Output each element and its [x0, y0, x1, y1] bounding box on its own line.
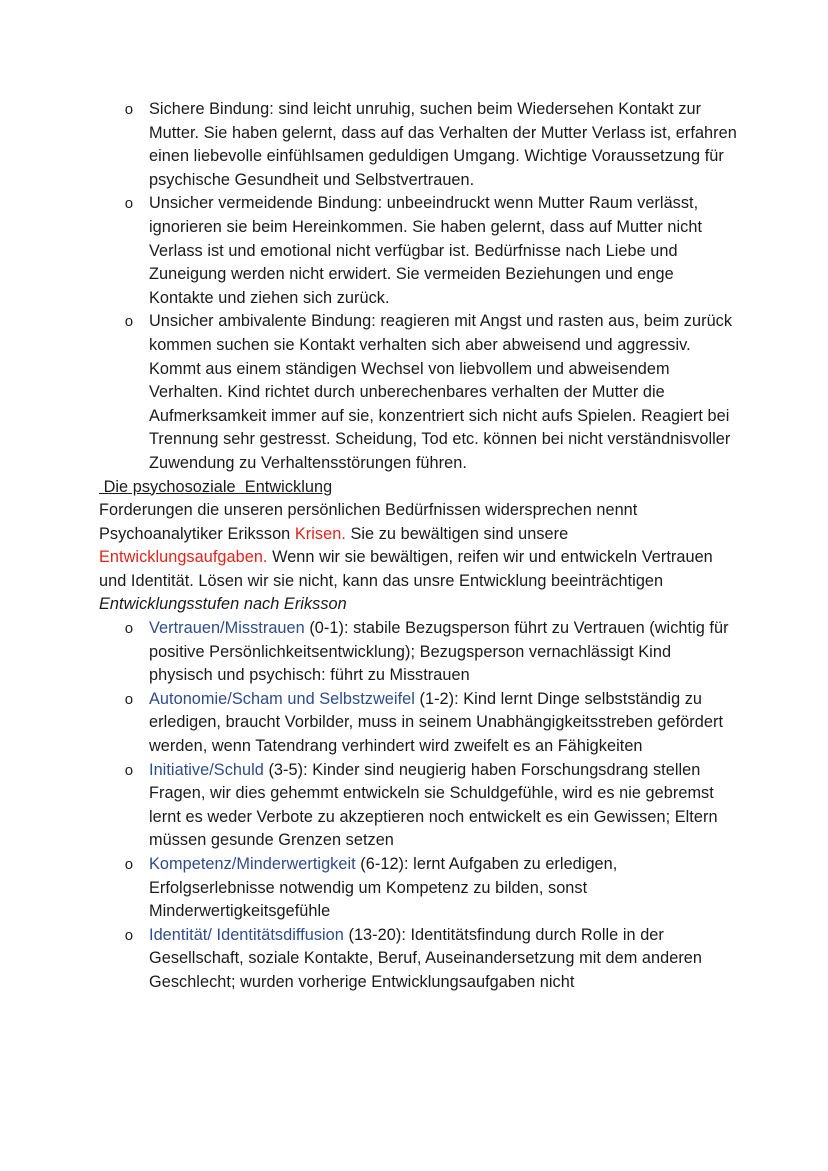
stufen-list: [99, 617, 739, 995]
bullet-icon: o: [124, 101, 134, 118]
intro-text-1: Forderungen die unseren persönlichen Bedürfnissen widersprechen nennt Psychoanalytiker Eriksson: [99, 501, 638, 543]
stufe-age: (1-2): [414, 689, 455, 708]
document-body: [99, 98, 739, 995]
section-heading-text: Die psychosoziale Entwicklung: [99, 477, 333, 496]
stufe-text: : stabile Bezugsperson führt zu Vertrauen (wichtig für positive Persönlichkeitsentwicklung); Bezugsperson vernachlässigt Kind physisch und psychisch: führt zu Misstrauen: [149, 619, 729, 685]
stufe-text: : Kinder sind neugierig haben Forschungsdrang stellen Fragen, wir dies gehemmt entwickeln sie Schuldgefühle, wird es nie gebremst lernt es weder Verbote zu akzeptieren noch entwickelt es ein Gewissen; Eltern müssen gesunde Grenzen setzen: [149, 760, 718, 850]
intro-text-3: Wenn wir sie bewältigen, reifen wir und entwickeln Vertrauen und Identität. Lösen wir sie nicht, kann das unsre Entwicklung beeinträchtigen: [99, 548, 713, 590]
bullet-icon: o: [124, 926, 134, 944]
stufe-term: Kompetenz/Minderwertigkeit: [149, 855, 356, 873]
stufe-text: : Kind lernt Dinge selbstständig zu erledigen, braucht Vorbilder, muss in seinem Unabhängigkeitsstreben gefördert werden, wenn Tatendrang verhindert wird zweifelt es an Fähigkeiten: [149, 689, 724, 756]
list-item-text: Unsicher ambivalente Bindung: reagieren mit Angst und rasten aus, beim zurück kommen suchen sie Kontakt verhalten sich aber abweisend und aggressiv. Kommt aus einem ständigen Wechsel von liebvollem und abweisendem Verhalten. Kind richtet durch unberechenbares verhalten der Mutter die Aufmerksamkeit immer auf sie, konzentriert sich nicht aufs Spielen. Reagiert bei Trennung sehr gestresst. Scheidung, Tod etc. können bei nicht verständnisvoller Zuwendung zu Verhaltensstörungen führen.: [149, 312, 733, 472]
stufe-term: Initiative/Schuld: [149, 760, 264, 779]
bullet-icon: o: [124, 856, 134, 873]
bullet-icon: o: [124, 313, 134, 331]
stufe-text: : Identitätsfindung durch Rolle in der Gesellschaft, soziale Kontakte, Beruf, Auseinandersetzung mit dem anderen Geschlecht; wurden vorherige Entwicklungsaufgaben nicht: [149, 925, 703, 991]
list-item-text: Unsicher vermeidende Bindung: unbeeindruckt wenn Mutter Raum verlässt, ignorieren sie beim Hereinkommen. Sie haben gelernt, dass auf Mutter nicht Verlass ist und emotional nicht verfügbar ist. Bedürfnisse nach Liebe und Zuneigung werden nicht erwidert. Sie vermeiden Beziehungen und enge Kontakte und ziehen sich zurück.: [149, 194, 703, 307]
intro-paragraph: [99, 499, 739, 593]
bullet-icon: o: [124, 690, 134, 708]
list-item: [124, 617, 739, 688]
entwicklungsaufgaben-term: Entwicklungsaufgaben.: [99, 548, 268, 567]
stufe-age: (13-20): [343, 925, 402, 944]
stufe-age: (3-5): [263, 760, 304, 779]
list-item: [124, 310, 739, 475]
stufe-text: : lernt Aufgaben zu erledigen, Erfolgserlebnisse notwendig um Kompetenz zu bilden, sonst Minderwertigkeitsgefühle: [149, 855, 618, 921]
stufe-term: Autonomie/Scham und Selbstzweifel: [149, 689, 415, 708]
list-item-text: Sichere Bindung: sind leicht unruhig, suchen beim Wiedersehen Kontakt zur Mutter. Sie haben gelernt, dass auf das Verhalten der Mutter Verlass ist, erfahren einen liebevolle einfühlsamen geduldigen Umgang. Wichtige Voraussetzung für psychische Gesundheit und Selbstvertrauen.: [149, 100, 737, 189]
stufe-age: (6-12): [355, 855, 405, 873]
stufen-heading: Entwicklungsstufen nach Eriksson: [99, 595, 347, 614]
stufe-term: Vertrauen/Misstrauen: [149, 619, 305, 638]
stufe-term: Identität/ Identitätsdiffusion: [149, 925, 344, 944]
bullet-icon: o: [124, 195, 134, 213]
list-item: [124, 98, 739, 192]
intro-text-2: Sie zu bewältigen sind unsere: [345, 524, 569, 543]
list-item: [124, 759, 739, 853]
krisen-term: Krisen.: [294, 524, 346, 543]
section-heading: [99, 476, 739, 500]
stufe-age: (0-1): [304, 619, 344, 638]
bullet-icon: o: [124, 761, 134, 779]
bullet-icon: o: [124, 620, 134, 638]
bindung-list: [99, 98, 739, 476]
list-item: [124, 853, 739, 924]
list-item: [124, 192, 739, 310]
list-item: [124, 924, 739, 995]
list-item: [124, 688, 739, 759]
